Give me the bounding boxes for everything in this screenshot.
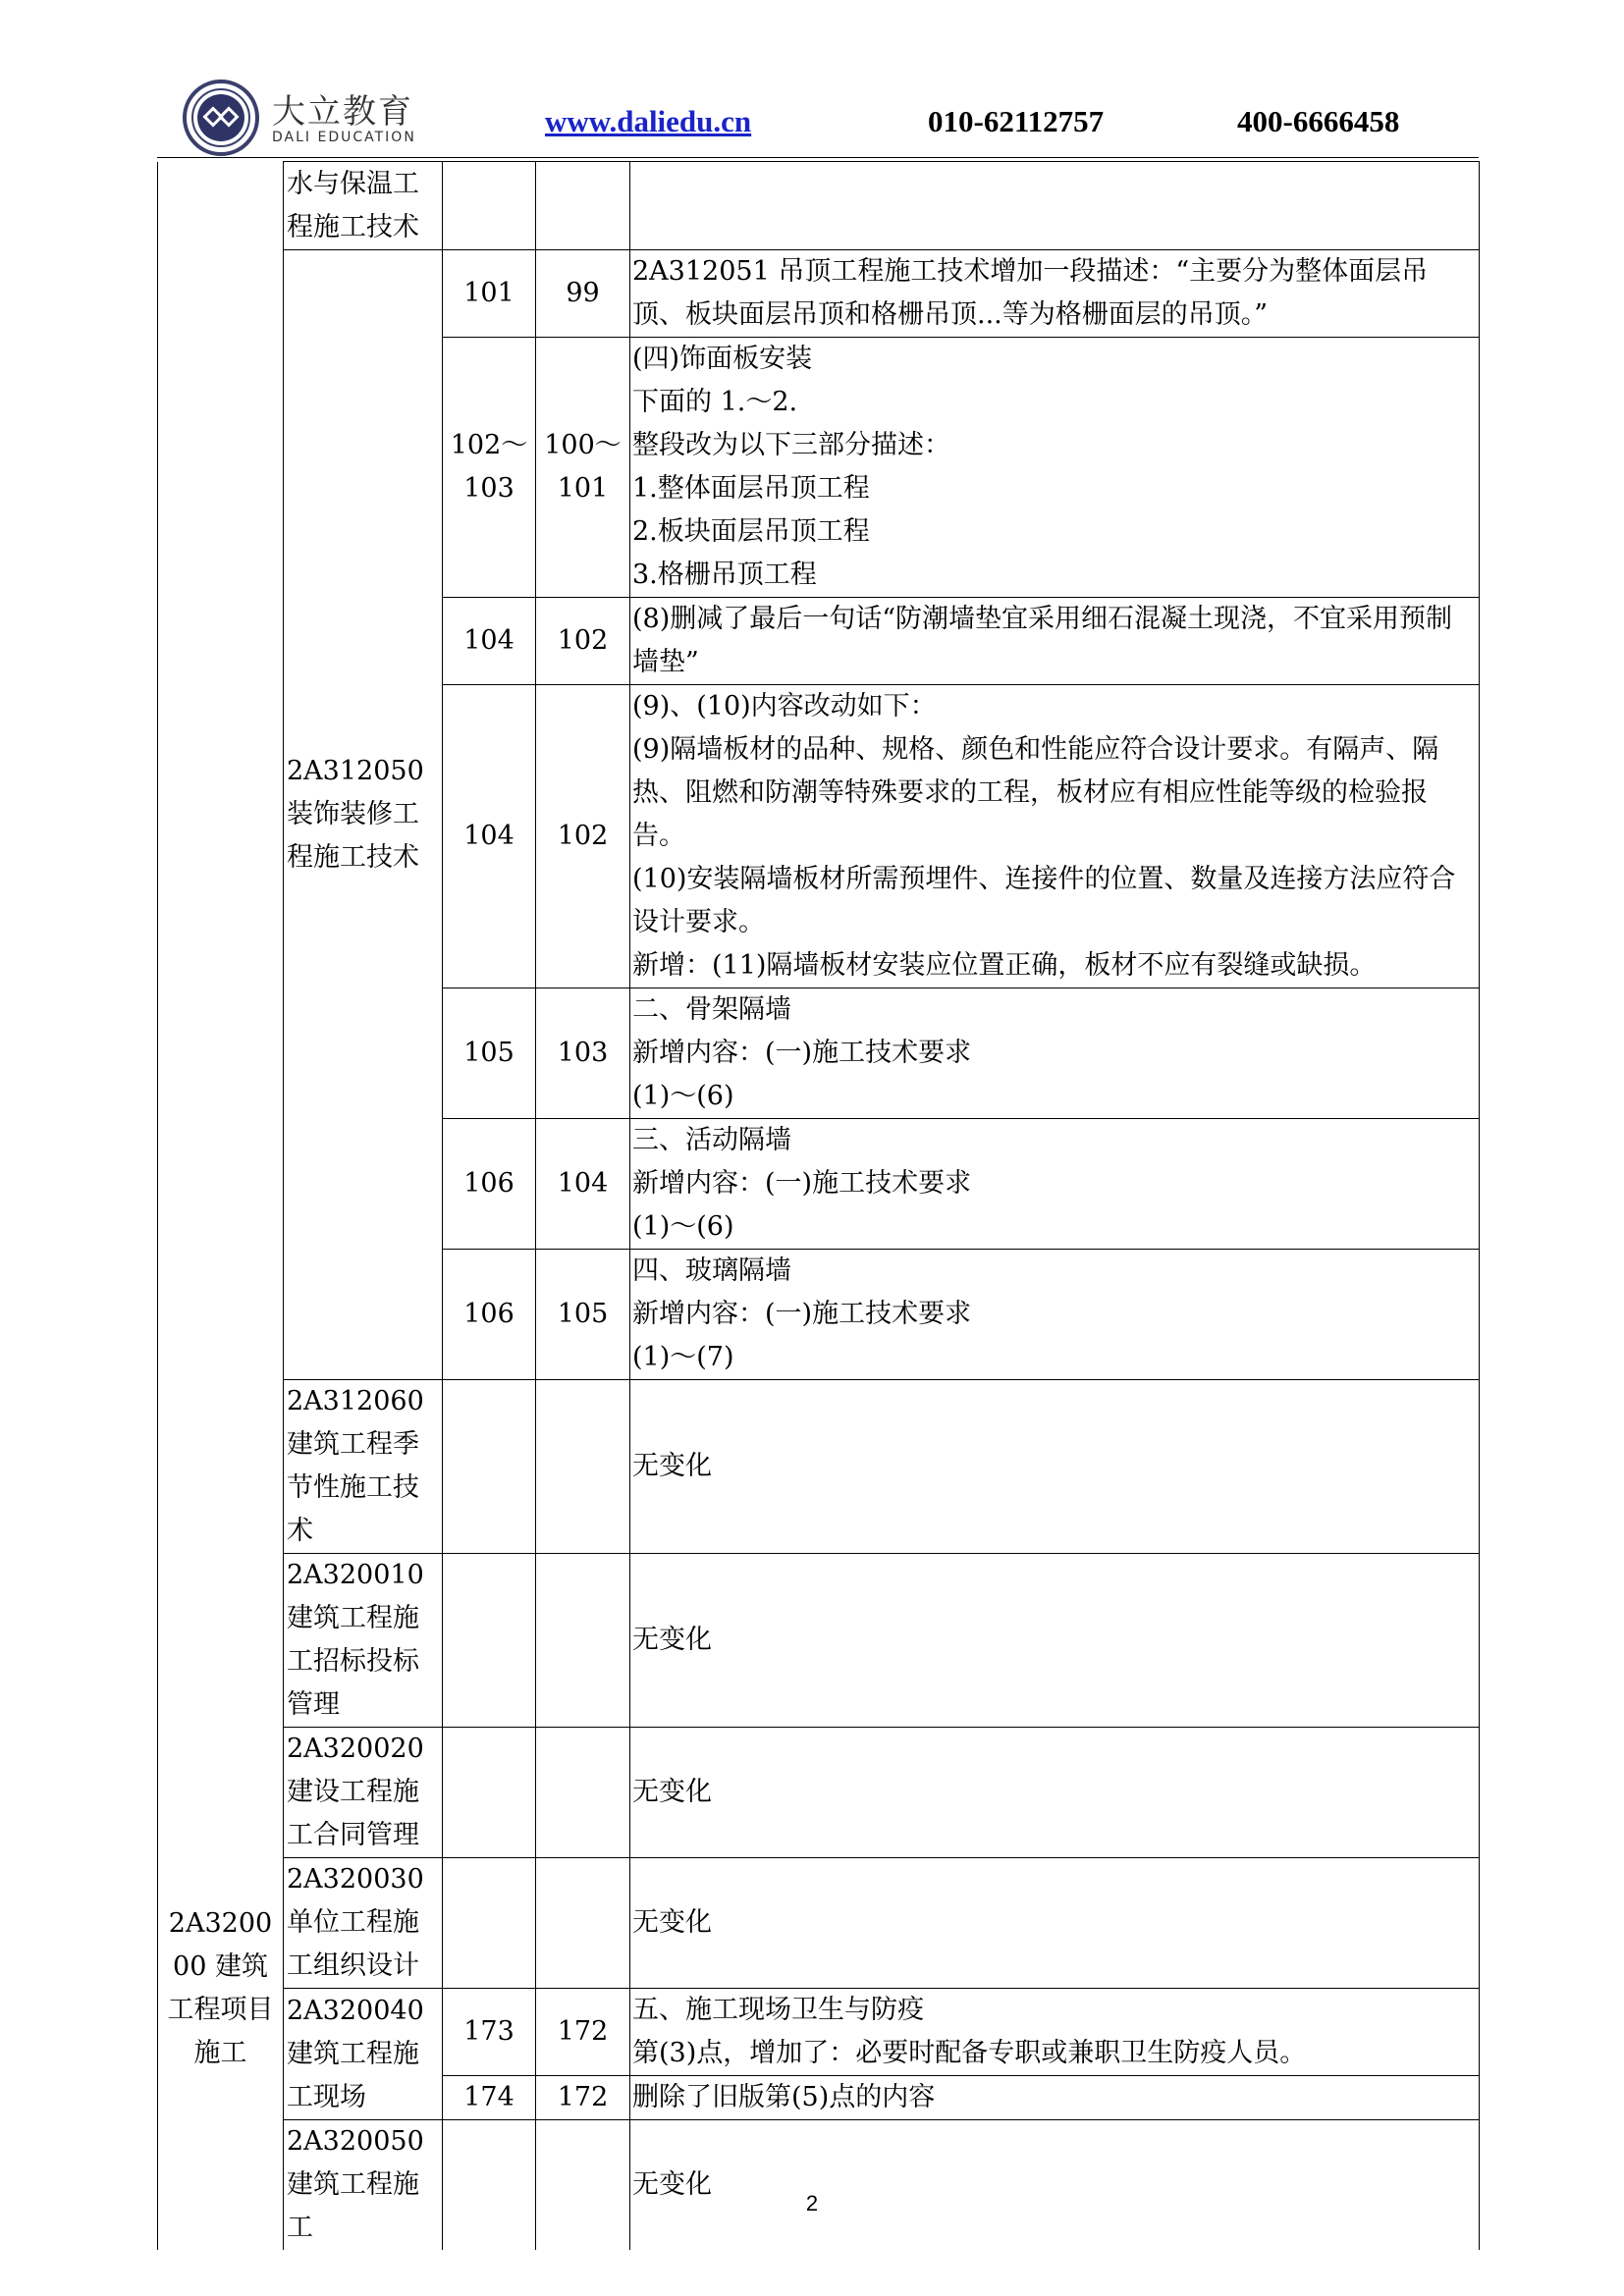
change-cell (630, 1858, 1480, 1989)
change-line: (1)～(7) (632, 1342, 734, 1372)
section-cell: 2A320040 建筑工程施工现场 (284, 1989, 443, 2120)
new-page-cell: 104 (443, 685, 536, 988)
change-line: 整段改为以下三部分描述： (632, 430, 950, 460)
table-row (158, 1554, 1480, 1728)
change-line: 新增内容：(一)施工技术要求 (632, 1038, 972, 1068)
change-line: (1)～(6) (632, 1081, 734, 1111)
section-cell: 2A320030 单位工程施工组织设计 (284, 1858, 443, 1989)
change-line: 2A312051 吊顶工程施工技术增加一段描述：“主要分为整体面层吊顶、板块面层吊顶和格栅吊顶...等为格栅面层的吊顶。” (632, 256, 1429, 330)
change-line: (9)隔墙板材的品种、规格、颜色和性能应符合设计要求。有隔声、隔热、阻燃和防潮等特殊要求的工程，板材应有相应性能等级的检验报告。 (632, 734, 1439, 851)
new-page-cell: 105 (443, 988, 536, 1119)
old-page-cell: 102 (536, 598, 630, 685)
old-page-cell: 172 (536, 2076, 630, 2120)
old-page-cell: 99 (536, 250, 630, 338)
change-cell (630, 1989, 1480, 2076)
website-link[interactable]: www.daliedu.cn (545, 104, 752, 138)
dali-logo (182, 79, 427, 157)
change-line: 下面的 1.～2. (632, 387, 798, 417)
new-page-cell (443, 1554, 536, 1728)
old-page-cell: 105 (536, 1250, 630, 1380)
table-row (158, 1858, 1480, 1989)
change-cell (630, 1380, 1480, 1554)
section-cell: 2A312050 装饰装修工程施工技术 (284, 250, 443, 1380)
change-line: 五、施工现场卫生与防疫 (632, 1995, 924, 2025)
change-line: (8)删减了最后一句话“防潮墙垫宜采用细石混凝土现浇，不宜采用预制墙垫” (632, 604, 1453, 677)
old-page-cell: 100～101 (536, 338, 630, 598)
change-line: 1.整体面层吊顶工程 (632, 473, 870, 504)
old-page-cell: 102 (536, 685, 630, 988)
table-row (158, 2120, 1480, 2251)
change-line: (9)、(10)内容改动如下： (632, 691, 937, 721)
section-cell: 2A320050 建筑工程施工 (284, 2120, 443, 2251)
table-row (158, 1989, 1480, 2076)
section-cell: 2A320010 建筑工程施工招标投标管理 (284, 1554, 443, 1728)
table-row (158, 1728, 1480, 1858)
new-page-cell: 102～103 (443, 338, 536, 598)
new-page-cell: 173 (443, 1989, 536, 2076)
change-line: 四、玻璃隔墙 (632, 1255, 791, 1286)
old-page-cell: 172 (536, 1989, 630, 2076)
dali-emblem-icon (182, 79, 264, 161)
old-page-cell: 103 (536, 988, 630, 1119)
section-cell: 2A320020 建设工程施工合同管理 (284, 1728, 443, 1858)
change-line: (四)饰面板安装 (632, 344, 813, 374)
change-cell (630, 2076, 1480, 2120)
chapter-cell: 2A320000 建筑工程项目施工 (158, 1728, 284, 2251)
new-page-cell: 101 (443, 250, 536, 338)
hotline-number: 400-6666458 (1237, 104, 1400, 138)
change-line: 删除了旧版第(5)点的内容 (632, 2082, 936, 2112)
old-page-cell (536, 1380, 630, 1554)
old-page-cell (536, 1554, 630, 1728)
new-page-cell: 174 (443, 2076, 536, 2120)
chapter-cell (158, 162, 284, 1728)
change-table-wrapper (157, 161, 1479, 2243)
change-line: 新增：(11)隔墙板材安装应位置正确，板材不应有裂缝或缺损。 (632, 950, 1377, 981)
section-cell: 2A312060 建筑工程季节性施工技术 (284, 1380, 443, 1554)
old-page-cell (536, 1728, 630, 1858)
change-line: 新增内容：(一)施工技术要求 (632, 1299, 972, 1329)
change-line: (1)～(6) (632, 1211, 734, 1242)
page-header (0, 0, 1624, 157)
change-cell (630, 2120, 1480, 2251)
old-page-cell (536, 2120, 630, 2251)
change-line: 二、骨架隔墙 (632, 994, 791, 1025)
phone-number: 010-62112757 (928, 104, 1105, 138)
new-page-cell (443, 162, 536, 250)
change-line: 无变化 (632, 1451, 712, 1481)
change-cell (630, 338, 1480, 598)
old-page-cell (536, 1858, 630, 1989)
change-cell (630, 162, 1480, 250)
old-page-cell (536, 162, 630, 250)
new-page-cell (443, 1728, 536, 1858)
change-line: 三、活动隔墙 (632, 1125, 791, 1155)
change-line: 新增内容：(一)施工技术要求 (632, 1168, 972, 1199)
change-cell (630, 250, 1480, 338)
textbook-change-table (157, 161, 1480, 2250)
change-cell (630, 1728, 1480, 1858)
new-page-cell: 104 (443, 598, 536, 685)
change-line: 无变化 (632, 1777, 712, 1807)
table-row (158, 250, 1480, 338)
change-cell (630, 1554, 1480, 1728)
change-cell (630, 988, 1480, 1119)
change-cell (630, 1250, 1480, 1380)
change-cell (630, 598, 1480, 685)
change-line: 2.板块面层吊顶工程 (632, 516, 870, 547)
change-cell (630, 1119, 1480, 1250)
new-page-cell (443, 1858, 536, 1989)
new-page-cell (443, 2120, 536, 2251)
change-line: 第(3)点，增加了：必要时配备专职或兼职卫生防疫人员。 (632, 2038, 1307, 2068)
brand-name-english: DALI EDUCATION (272, 130, 416, 145)
table-row (158, 162, 1480, 250)
change-cell (630, 685, 1480, 988)
change-line: 无变化 (632, 1907, 712, 1938)
change-line: 无变化 (632, 2169, 712, 2200)
page-number: 2 (805, 2191, 819, 2216)
change-line: 无变化 (632, 1625, 712, 1655)
new-page-cell: 106 (443, 1119, 536, 1250)
brand-name: 大立教育 (272, 92, 413, 132)
table-row (158, 1380, 1480, 1554)
change-line: (10)安装隔墙板材所需预埋件、连接件的位置、数量及连接方法应符合设计要求。 (632, 864, 1456, 937)
new-page-cell: 106 (443, 1250, 536, 1380)
section-cell: 水与保温工程施工技术 (284, 162, 443, 250)
change-line: 3.格栅吊顶工程 (632, 560, 817, 590)
header-divider (157, 157, 1479, 158)
old-page-cell: 104 (536, 1119, 630, 1250)
new-page-cell (443, 1380, 536, 1554)
